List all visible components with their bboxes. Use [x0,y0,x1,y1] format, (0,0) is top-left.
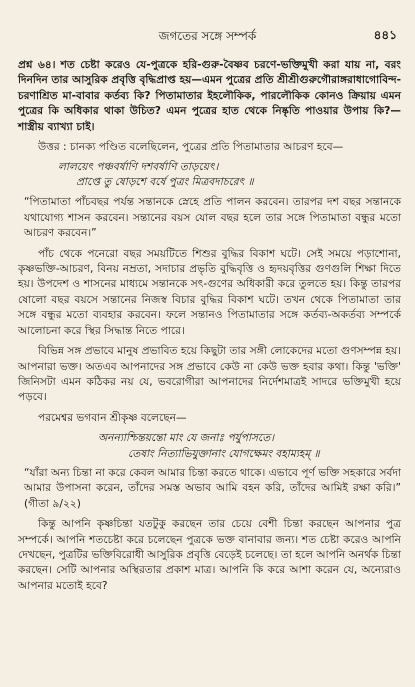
sloka-line: তেষাং নিত্যাভিযুক্তানাং যোগক্ষেমং বহাম্যহম্ ॥ [128,447,320,460]
sloka-translation: “পিতামাতা পাঁচবছর পর্যন্ত সন্তানকে স্নেহে প্রতি পালন করবেন। তারপর দশ বছর সন্তানকে যথাযোগ্য শাসন করবেন। সন্তানের বয়স যোল বছর হলে তার সঙ্গে পিতামাতা বন্ধুর মতো আচরণ করবেন।” [24,196,401,240]
sloka-line: লালয়েৎ পঞ্চবর্ষাণি দশবর্ষাণি তাড়য়েৎ। [58,161,219,174]
answer-label: উত্তর : [38,141,67,154]
gita-translation: “যাঁরা অন্য চিন্তা না করে কেবল আমার চিন্তা করতে থাকে। এভাবে পূর্ণ ভক্তি সহকারে সর্বদা আমার উপাসনা করেন, তাঁদের সমস্ত অভাব আমি বহন করি, তাঁদের আমিই রক্ষা করি।” (গীতা ৯/২২) [24,466,401,510]
body-paragraph: বিভিন্ন সঙ্গ প্রভাবে মানুষ প্রভাবিত হয়ে কিছুটা তার সঙ্গী লোকেদের মতো গুণসম্পন্ন হয়। আপনারা ভক্ত। অতএব আপনাদের সঙ্গ প্রভাবে কেউ না কেউ ভক্ত হবার কথা। কিন্তু 'ভক্তি' জিনিসটা এমন কঠিকর নয় যে, ভবরোগীরা আপনাদের নির্দেশমাত্রই সাদরে ভক্তিমুখী হয়ে পড়বে। [18,345,401,404]
gita-sloka [98,431,401,462]
answer-intro [18,140,401,155]
answer-intro-text: চানক্য পণ্ডিত বলেছিলেন, পুত্রের প্রতি পিতামাতার আচরণ হবে— [69,141,344,154]
question-number: প্রশ্ন ৬৪। [18,59,56,71]
body-paragraph: পরমেশ্বর ভগবান শ্রীকৃষ্ণ বলেছেন— [38,411,187,424]
chanakya-sloka [58,160,401,190]
question-paragraph [18,58,401,135]
page-content [18,58,401,599]
question-text: শত চেষ্টা করেও যে-পুত্রকে হরি-গুরু-বৈষ্ণব চরণে-ভক্তিমুখী করা যায় না, বরং দিনদিন তার আসুরিক প্রবৃত্তি বৃদ্ধিপ্রাপ্ত হয়—এমন পুত্রের প্রতি শ্রীশ্রীগুরুগৌরাঙ্গরাধাগোবিন্দ-চরণাশ্রিত মা-বাবার কর্তব্য কি? পিতামাতার ইহলৌকিক, পারলৌকিক কোনও ক্রিয়ায় এমন পুত্রের কি অধিকার থাকা উচিত? এমন পুত্রের হাত থেকে নিষ্কৃতি পাওয়ার উপায় কি?—শাস্ত্রীয় ব্যাখ্যা চাই। [18,59,401,133]
sloka-line: অনন্যাশ্চিন্তয়ন্তো মাং যে জনাঃ পর্যুপাসতে। [98,432,275,445]
sloka-line: প্রাপ্তে তু ষোড়শে বর্ষে পুত্রং মিত্রবদাচরেৎ ॥ [76,176,254,189]
body-paragraph: কিন্তু আপনি কৃষ্ণচিন্তা যতটুকু করছেন তার চেয়ে বেশী চিন্তা করছেন আপনার পুত্র সম্পর্কে। আপনি শতচেষ্টা করে চলেছেন পুত্রকে ভক্ত বানাবার জন্য। শত চেষ্টা করেও আপনি দেখছেন, পুত্রটির ভক্তিবিরোধী আসুরিক প্রবৃত্তি বেড়েই চলেছে। তা হলে আপনি অনর্থক চিন্তা করছেন। সেটি আপনার অস্থিরতার প্রকাশ মাত্র। আপনি কি করে আশা করেন যে, অন্যেরাও আপনার মতোই হবে? [18,518,401,592]
running-header: জগতের সঙ্গে সম্পর্ক [158,29,257,43]
body-paragraph: পাঁচ থেকে পনেরো বছর সময়টিতে শিশুর বুদ্ধির বিকাশ ঘটে। সেই সময়ে পড়াশোনা, কৃষ্ণভক্তি-আচরণ, বিনয় নম্রতা, সদাচার প্রভৃতি বুদ্ধিবৃত্তি ও হৃদয়বৃত্তির গুণগুলি শিক্ষা দিতে হয়। উপদেশ ও শাসনের মাধ্যমে সন্তানকে সৎ-গুণের অধিকারী করে তুলতে হয়। কিন্তু তারপর ষোলো বছর বয়সে সন্তানের নিজস্ব বিচার বুদ্ধির বিকাশ ঘটে। তখন থেকে পিতামাতা তার সঙ্গে বন্ধুর মতো ব্যবহার করবেন। ফলে সন্তানও পিতামাতার সঙ্গে কর্তব্য-অকর্তব্য সম্পর্কে আলোচনা করে স্থির সিদ্ধান্ত নিতে পারে। [18,247,401,337]
page-number: ৪৪১ [373,28,397,42]
